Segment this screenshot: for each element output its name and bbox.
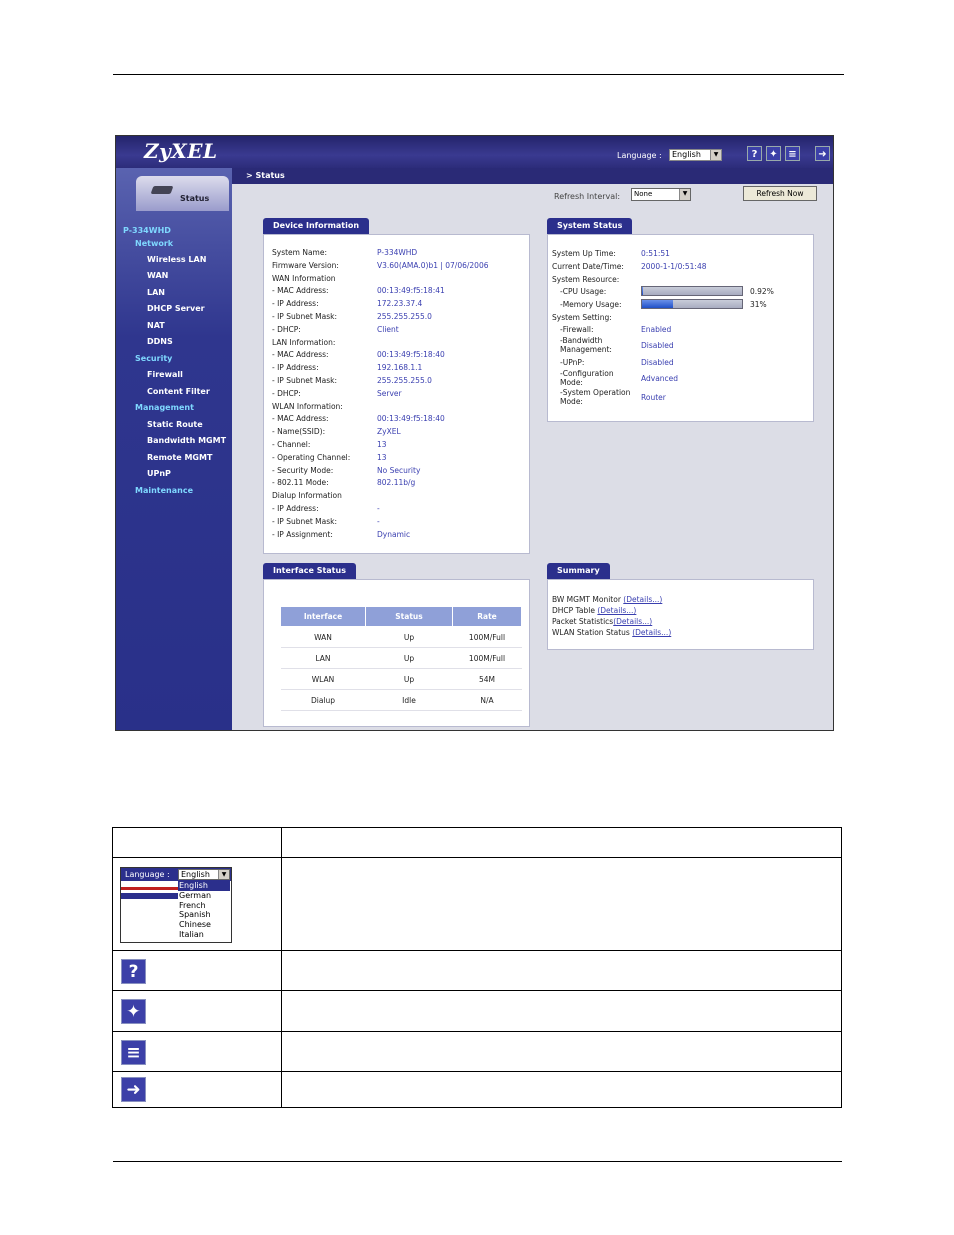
- table-row: [113, 991, 842, 1032]
- summary-title: Summary: [547, 563, 610, 579]
- description-cell: [282, 951, 842, 991]
- language-select[interactable]: [669, 149, 722, 161]
- help-icon: ?: [121, 959, 146, 984]
- table-row: [113, 1032, 842, 1072]
- table-row: [113, 858, 842, 951]
- device-info-label: - Name(SSID):: [272, 427, 326, 437]
- language-demo: [120, 867, 232, 943]
- log-icon[interactable]: ≡: [785, 146, 800, 161]
- refresh-interval-select[interactable]: [631, 188, 691, 201]
- icon-cell: [113, 991, 282, 1032]
- device-info-value: 255.255.255.0: [377, 376, 432, 385]
- sidebar-item-wan[interactable]: WAN: [147, 271, 169, 280]
- summary-item: [552, 628, 671, 637]
- zyxel-logo: ZyXEL: [144, 139, 218, 163]
- device-info-value: ZyXEL: [377, 427, 401, 437]
- breadcrumb-bar: [232, 168, 834, 184]
- sidebar-item-upnp[interactable]: UPnP: [147, 469, 171, 478]
- device-info-value: 255.255.255.0: [377, 312, 432, 321]
- sidebar-item-maintenance[interactable]: Maintenance: [135, 486, 194, 495]
- sidebar-item-firewall[interactable]: Firewall: [147, 370, 183, 379]
- memory-usage-fill: [642, 300, 673, 308]
- memory-usage-value: 31%: [750, 300, 767, 309]
- date-time-label: Current Date/Time:: [552, 262, 624, 271]
- table-row: [281, 669, 522, 690]
- configuration-mode-label: -Configuration Mode:: [560, 369, 614, 387]
- up-time-label: System Up Time:: [552, 249, 616, 258]
- system-status-panel: [547, 234, 814, 422]
- interface-cell: WAN: [281, 627, 366, 648]
- rate-cell: 100M/Full: [453, 648, 522, 669]
- system-status-title: System Status: [547, 218, 632, 234]
- device-info-label: - DHCP:: [272, 388, 301, 398]
- upnp-value: Disabled: [641, 358, 674, 367]
- description-cell: [282, 858, 842, 951]
- firewall-value: Enabled: [641, 325, 672, 334]
- refresh-interval-label: Refresh Interval:: [554, 192, 621, 201]
- description-cell: [282, 1032, 842, 1072]
- device-info-label: - Security Mode:: [272, 465, 334, 475]
- device-info-label: Dialup Information: [272, 491, 342, 501]
- device-info-label: - IP Subnet Mask:: [272, 312, 338, 321]
- bandwidth-management-value: Disabled: [641, 341, 674, 350]
- device-info-value: 00:13:49:f5:18:41: [377, 286, 445, 296]
- sidebar-item-remote-mgmt[interactable]: Remote MGMT: [147, 453, 213, 462]
- sidebar-item-lan[interactable]: LAN: [147, 288, 165, 297]
- wizard-icon: ✦: [121, 999, 146, 1024]
- logout-icon: ➜: [121, 1077, 146, 1102]
- device-info-label: - DHCP:: [272, 324, 301, 334]
- cpu-usage-fill: [642, 287, 643, 295]
- device-info-value: -: [377, 504, 380, 513]
- sidebar-item-bandwidth-mgmt[interactable]: Bandwidth MGMT: [147, 436, 227, 445]
- device-info-label: - IP Subnet Mask:: [272, 376, 338, 385]
- interface-cell: LAN: [281, 648, 366, 669]
- interface-header: Interface: [281, 607, 366, 627]
- device-information-title: Device Information: [263, 218, 369, 234]
- language-option-german[interactable]: German: [179, 890, 212, 900]
- system-setting-label: System Setting:: [552, 313, 612, 322]
- table-row: [113, 1072, 842, 1108]
- interface-status-panel: [263, 579, 530, 727]
- sidebar-item-nat[interactable]: NAT: [147, 321, 165, 330]
- breadcrumb-label: Status: [255, 171, 285, 180]
- device-info-value: -: [377, 516, 380, 526]
- sidebar-item-dhcp-server[interactable]: DHCP Server: [147, 304, 205, 313]
- device-info-label: - IP Subnet Mask:: [272, 516, 338, 526]
- interface-status-title: Interface Status: [263, 563, 356, 579]
- device-info-label: - Operating Channel:: [272, 452, 351, 462]
- language-demo-label: Language :: [125, 870, 170, 879]
- sidebar-item-content-filter[interactable]: Content Filter: [147, 387, 210, 396]
- icon-legend-table: [112, 827, 842, 1108]
- tab-status-label: Status: [180, 194, 210, 203]
- device-info-value: 802.11b/g: [377, 478, 416, 488]
- status-cell: Up: [366, 648, 453, 669]
- sidebar: [116, 168, 232, 731]
- cpu-usage-bar: [641, 286, 743, 296]
- packet-statistics-details-link[interactable]: (Details...): [613, 617, 653, 626]
- device-info-value: V3.60(AMA.0)b1 | 07/06/2006: [377, 260, 489, 270]
- table-row: [113, 951, 842, 991]
- language-option-chinese[interactable]: Chinese: [179, 920, 211, 930]
- top-bar: [116, 136, 834, 168]
- device-info-label: - IP Address:: [272, 299, 319, 309]
- sidebar-item-ddns[interactable]: DDNS: [147, 337, 173, 346]
- icon-cell: [113, 1032, 282, 1072]
- date-time-value: 2000-1-1/0:51:48: [641, 262, 707, 271]
- icon-cell: [113, 951, 282, 991]
- bandwidth-management-label: -Bandwidth Management:: [560, 336, 612, 354]
- device-info-label: - Channel:: [272, 440, 311, 449]
- language-demo-value: English: [181, 870, 210, 879]
- language-option-french[interactable]: French: [179, 900, 206, 910]
- rate-cell: 100M/Full: [453, 627, 522, 648]
- device-info-value: 13: [377, 440, 387, 449]
- table-row: [281, 648, 522, 669]
- cpu-usage-value: 0.92%: [750, 287, 774, 296]
- configuration-mode-value: Advanced: [641, 374, 679, 383]
- device-info-label: - IP Address:: [272, 363, 319, 373]
- web-configurator-screenshot: [115, 135, 834, 731]
- rate-header: Rate: [453, 607, 522, 627]
- table-row: [113, 828, 842, 858]
- operation-mode-label: -System Operation Mode:: [560, 388, 631, 406]
- table-row: [281, 627, 522, 648]
- device-info-label: - 802.11 Mode:: [272, 478, 329, 488]
- help-icon[interactable]: ?: [747, 146, 762, 161]
- language-option-spanish[interactable]: Spanish: [179, 910, 211, 920]
- device-info-label: - IP Address:: [272, 504, 319, 513]
- table-row: [281, 690, 522, 711]
- status-cell: Up: [366, 669, 453, 690]
- language-label: Language :: [617, 151, 662, 160]
- summary-item-label: BW MGMT Monitor: [552, 595, 624, 604]
- wlan-station-details-link[interactable]: (Details...): [632, 628, 672, 637]
- refresh-now-button[interactable]: Refresh Now: [743, 186, 817, 201]
- rate-cell: N/A: [453, 690, 522, 711]
- operation-mode-value: Router: [641, 393, 666, 402]
- sidebar-item-network[interactable]: Network: [135, 239, 174, 248]
- status-header: Status: [366, 607, 453, 627]
- interface-table: [280, 606, 522, 711]
- sidebar-item-static-route[interactable]: Static Route: [147, 420, 203, 429]
- dhcp-table-details-link[interactable]: (Details...): [597, 606, 637, 615]
- logout-icon[interactable]: ➜: [815, 146, 830, 161]
- sidebar-item-management[interactable]: Management: [135, 403, 194, 412]
- cpu-usage-label: -CPU Usage:: [560, 287, 607, 296]
- memory-usage-label: -Memory Usage:: [560, 300, 622, 309]
- language-option-italian[interactable]: Italian: [179, 929, 204, 939]
- interface-cell: WLAN: [281, 669, 366, 690]
- wizard-icon[interactable]: ✦: [766, 146, 781, 161]
- header-rule: [113, 74, 844, 75]
- rate-cell: 54M: [453, 669, 522, 690]
- device-info-label: - MAC Address:: [272, 350, 329, 360]
- device-info-label: - MAC Address:: [272, 414, 329, 424]
- device-info-value: 192.168.1.1: [377, 363, 423, 373]
- sidebar-item-security[interactable]: Security: [135, 354, 173, 363]
- summary-item: [552, 595, 662, 604]
- device-info-label: LAN Information:: [272, 337, 336, 347]
- device-info-value: 13: [377, 452, 387, 462]
- bw-mgmt-details-link[interactable]: (Details...): [623, 595, 663, 604]
- chevron-down-icon: ▼: [218, 870, 229, 879]
- sidebar-item-wireless-lan[interactable]: Wireless LAN: [147, 255, 207, 264]
- description-cell: [282, 1072, 842, 1108]
- language-options: [178, 881, 230, 940]
- status-cell: Up: [366, 627, 453, 648]
- header-cell: [113, 828, 282, 858]
- summary-item-label: Packet Statistics: [552, 617, 614, 626]
- device-info-label: - IP Assignment:: [272, 529, 333, 539]
- device-info-label: - MAC Address:: [272, 286, 329, 296]
- device-info-label: Firmware Version:: [272, 260, 339, 270]
- device-info-value: P-334WHD: [377, 248, 418, 257]
- language-demo-select[interactable]: [178, 869, 230, 880]
- language-option-english[interactable]: English: [178, 881, 230, 891]
- summary-item-label: DHCP Table: [552, 606, 598, 615]
- icon-cell: [113, 1072, 282, 1108]
- log-icon: ≡: [121, 1040, 146, 1065]
- upnp-label: -UPnP:: [560, 358, 585, 367]
- breadcrumb: > Status: [246, 171, 285, 180]
- device-info-value: 00:13:49:f5:18:40: [377, 350, 445, 360]
- firewall-label: -Firewall:: [560, 325, 594, 334]
- device-info-value: Client: [377, 324, 399, 334]
- memory-usage-bar: [641, 299, 743, 309]
- language-value: English: [672, 150, 701, 159]
- status-cell: Idle: [366, 690, 453, 711]
- interface-cell: Dialup: [281, 690, 366, 711]
- device-info-value: 172.23.37.4: [377, 299, 423, 309]
- device-info-label: WLAN Information:: [272, 401, 343, 411]
- device-info-value: Server: [377, 388, 402, 398]
- summary-item-label: WLAN Station Status: [552, 628, 633, 637]
- language-demo-navy-bar: [121, 893, 178, 899]
- device-info-value: 00:13:49:f5:18:40: [377, 414, 445, 424]
- device-info-value: No Security: [377, 465, 421, 475]
- summary-panel: [547, 579, 814, 650]
- language-demo-cell: [113, 858, 282, 951]
- language-demo-red-bar: [121, 887, 178, 890]
- up-time-value: 0:51:51: [641, 249, 670, 258]
- model-name: P-334WHD: [123, 226, 171, 235]
- summary-item: [552, 606, 636, 615]
- router-icon: [151, 186, 174, 194]
- system-resource-label: System Resource:: [552, 275, 620, 284]
- chevron-down-icon: ▼: [710, 150, 721, 160]
- footer-rule: [113, 1161, 842, 1162]
- chevron-down-icon: ▼: [679, 189, 690, 200]
- device-info-label: WAN Information: [272, 273, 336, 283]
- header-cell: [282, 828, 842, 858]
- device-info-label: System Name:: [272, 248, 328, 257]
- description-cell: [282, 991, 842, 1032]
- summary-item: [552, 617, 652, 626]
- refresh-interval-value: None: [634, 190, 653, 198]
- device-information-panel: [263, 234, 530, 554]
- device-info-value: Dynamic: [377, 529, 411, 539]
